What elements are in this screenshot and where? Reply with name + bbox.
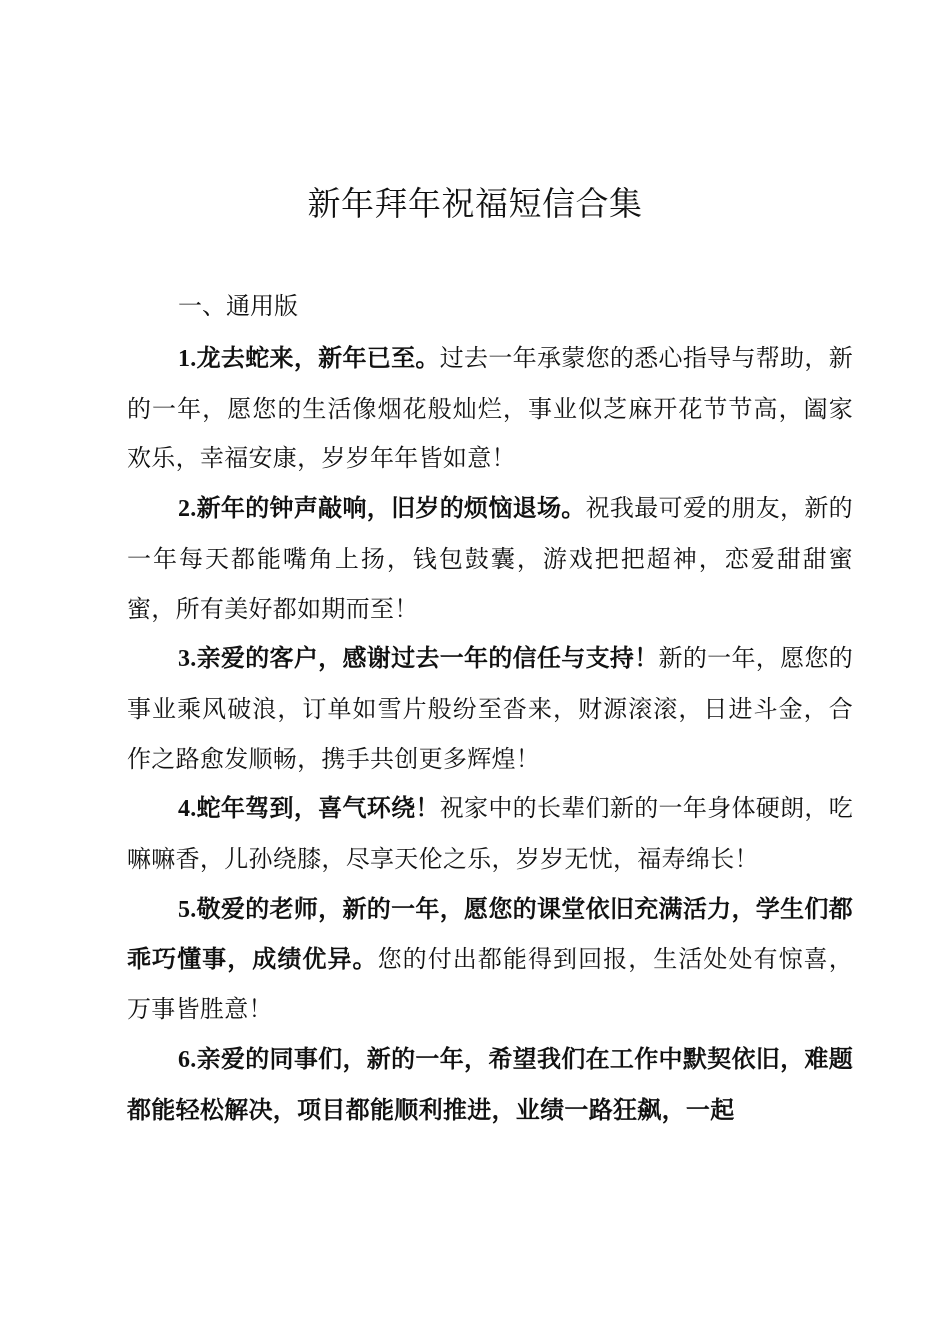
item-number: 5. xyxy=(178,896,197,923)
item-number: 1. xyxy=(178,346,197,372)
item-body: 您的付出都能得到回报，生活处处有惊喜，万事皆胜意！ xyxy=(127,945,853,1024)
greeting-item-4 xyxy=(127,784,853,884)
item-body: 祝家中的长辈们新的一年身体硬朗，吃嘛嘛香，儿孙绕膝，尽享天伦之乐，岁岁无忧，福寿绵长！ xyxy=(127,794,853,874)
item-lead: 蛇年驾到，喜气环绕！ xyxy=(196,794,440,823)
item-lead: 龙去蛇来，新年已至。 xyxy=(196,344,440,372)
item-number: 6. xyxy=(178,1046,197,1073)
item-number: 2. xyxy=(178,496,197,523)
greeting-item-2 xyxy=(127,484,853,634)
item-number: 4. xyxy=(178,796,197,823)
item-lead: 亲爱的客户，感谢过去一年的信任与支持！ xyxy=(196,644,659,673)
item-number: 3. xyxy=(178,646,197,673)
document-title: 新年拜年祝福短信合集 xyxy=(307,184,643,223)
greeting-list xyxy=(127,334,853,1135)
item-lead: 亲爱的同事们，新的一年，希望我们在工作中默契依旧，难题都能轻松解决，项目都能顺利推进，业绩一路狂飙，一起 xyxy=(127,1044,853,1124)
item-lead: 敬爱的老师，新的一年，愿您的课堂依旧充满活力，学生们都乖巧懂事，成绩优异。 xyxy=(127,894,853,974)
greeting-item-1 xyxy=(127,334,853,484)
item-lead: 新年的钟声敲响，旧岁的烦恼退场。 xyxy=(196,494,586,523)
greeting-item-6 xyxy=(127,1035,853,1135)
greeting-item-5 xyxy=(127,885,853,1035)
item-body: 过去一年承蒙您的悉心指导与帮助，新的一年，愿您的生活像烟花般灿烂，事业似芝麻开花节节高，阖家欢乐，幸福安康，岁岁年年皆如意！ xyxy=(127,344,853,473)
greeting-item-3 xyxy=(127,634,853,784)
item-body: 祝我最可爱的朋友，新的一年每天都能嘴角上扬，钱包鼓囊，游戏把把超神，恋爱甜甜蜜蜜，所有美好都如期而至！ xyxy=(127,494,853,623)
item-body: 新的一年，愿您的事业乘风破浪，订单如雪片般纷至沓来，财源滚滚，日进斗金，合作之路愈发顺畅，携手共创更多辉煌！ xyxy=(127,644,854,773)
section-heading: 一、通用版 xyxy=(178,292,298,320)
